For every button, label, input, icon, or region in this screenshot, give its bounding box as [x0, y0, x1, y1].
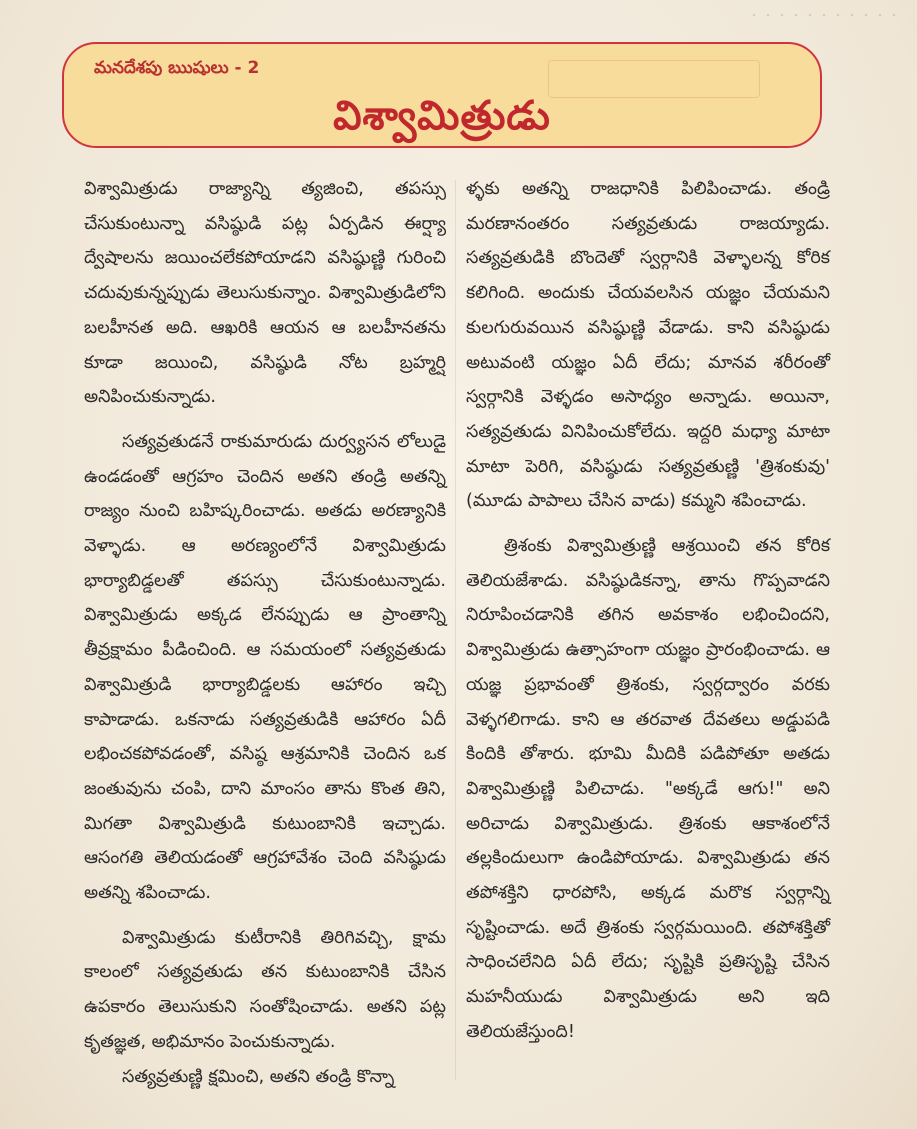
page-title: విశ్వామిత్రుడు [333, 92, 551, 139]
paragraph: సత్యవ్రతుణ్ణి క్షమించి, అతని తండ్రి కొన్నా [122, 1066, 395, 1087]
column-divider [455, 180, 456, 1080]
paragraph: విశ్వామిత్రుడు రాజ్యాన్ని త్యజించి, తపస్సు చేసుకుంటున్నా వసిష్ఠుడి పట్ల ఏర్పడిన ఈర్ష్యా ద్వేషాలను జయించలేకపోయాడని వసిష్ఠుణ్ణి గురించి చదువుకున్నప్పుడు తెలుసుకున్నాం. విశ్వామిత్రుడిలోని బలహీనత అది. ఆఖరికి ఆయన ఆ బలహీనతను కూడా జయించి, వసిష్ఠుడి నోట బ్రహ్మర్షి అనిపించుకున్నాడు. [84, 179, 446, 408]
left-column [84, 172, 446, 1104]
series-label: మనదేశపు ఋషులు - 2 [94, 58, 260, 78]
right-column [466, 172, 830, 1060]
paragraph: త్రిశంకు విశ్వామిత్రుణ్ణి ఆశ్రయించి తన కోరిక తెలియజేశాడు. వసిష్ఠుడికన్నా, తాను గొప్పవాడని నిరూపించడానికి తగిన అవకాశం లభించిందని, విశ్వామిత్రుడు ఉత్సాహంగా యజ్ఞం ప్రారంభించాడు. ఆ యజ్ఞ ప్రభావంతో త్రిశంకు, స్వర్గద్వారం వరకు వెళ్ళగలిగాడు. కాని ఆ తరవాత దేవతలు అడ్డుపడి కిందికి తోశారు. భూమి మీదికి పడిపోతూ అతడు విశ్వామిత్రుణ్ణి పిలిచాడు. "అక్కడే ఆగు!" అని అరిచాడు విశ్వామిత్రుడు. త్రిశంకు ఆకాశంలోనే తల్లకిందులుగా ఉండిపోయాడు. విశ్వామిత్రుడు తన తపోశక్తిని ధారపోసి, అక్కడ మరొక స్వర్గాన్ని సృష్టించాడు. అదే త్రిశంకు స్వర్గమయింది. తపోశక్తితో సాధించలేనిది ఏదీ లేదు; సృష్టికి ప్రతిసృష్టి చేసిన మహనీయుడు విశ్వామిత్రుడు అని ఇది తెలియజేస్తుంది! [466, 536, 830, 1042]
paragraph: విశ్వామిత్రుడు కుటీరానికి తిరిగివచ్చి, క్షామ కాలంలో సత్యవ్రతుడు తన కుటుంబానికి చేసిన ఉపకారం తెలుసుకుని సంతోషించాడు. అతని పట్ల కృతజ్ఞత, అభిమానం పెంచుకున్నాడు. [84, 927, 446, 1052]
decorative-dots [747, 10, 897, 20]
title-banner [62, 42, 822, 148]
paragraph: సత్యవ్రతుడనే రాకుమారుడు దుర్వ్యసన లోలుడై ఉండడంతో ఆగ్రహం చెందిన అతని తండ్రి అతన్ని రాజ్యం నుంచి బహిష్కరించాడు. అతడు అరణ్యానికి వెళ్ళాడు. ఆ అరణ్యంలోనే విశ్వామిత్రుడు భార్యాబిడ్డలతో తపస్సు చేసుకుంటున్నాడు. విశ్వామిత్రుడు అక్కడ లేనప్పుడు ఆ ప్రాంతాన్ని తీవ్రక్షామం పీడించింది. ఆ సమయంలో సత్యవ్రతుడు విశ్వామిత్రుడి భార్యాబిడ్డలకు ఆహారం ఇచ్చి కాపాడాడు. ఒకనాడు సత్యవ్రతుడికి ఆహారం ఏదీ లభించకపోవడంతో, వసిష్ఠ ఆశ్రమానికి చెందిన ఒక జంతువును చంపి, దాని మాంసం తాను కొంత తిని, మిగతా విశ్వామిత్రుడి కుటుంబానికి ఇచ్చాడు. ఆసంగతి తెలియడంతో ఆగ్రహావేశం చెంది వసిష్ఠుడు అతన్ని శపించాడు. [84, 431, 446, 904]
paragraph: ళ్ళకు అతన్ని రాజధానికి పిలిపించాడు. తండ్రి మరణానంతరం సత్యవ్రతుడు రాజయ్యాడు. సత్యవ్రతుడికి బొందెతో స్వర్గానికి వెళ్ళాలన్న కోరిక కలిగింది. అందుకు చేయవలసిన యజ్ఞం చేయమని కులగురువయిన వసిష్ఠుణ్ణి వేడాడు. కాని వసిష్ఠుడు అటువంటి యజ్ఞం ఏదీ లేదు; మానవ శరీరంతో స్వర్గానికి వెళ్ళడం అసాధ్యం అన్నాడు. అయినా, సత్యవ్రతుడు వినిపించుకోలేదు. ఇద్దరి మధ్యా మాటా మాటా పెరిగి, వసిష్ఠుడు సత్యవ్రతుణ్ణి 'త్రిశంకువు' (మూడు పాపాలు చేసిన వాడు) కమ్మని శపించాడు. [466, 179, 830, 512]
